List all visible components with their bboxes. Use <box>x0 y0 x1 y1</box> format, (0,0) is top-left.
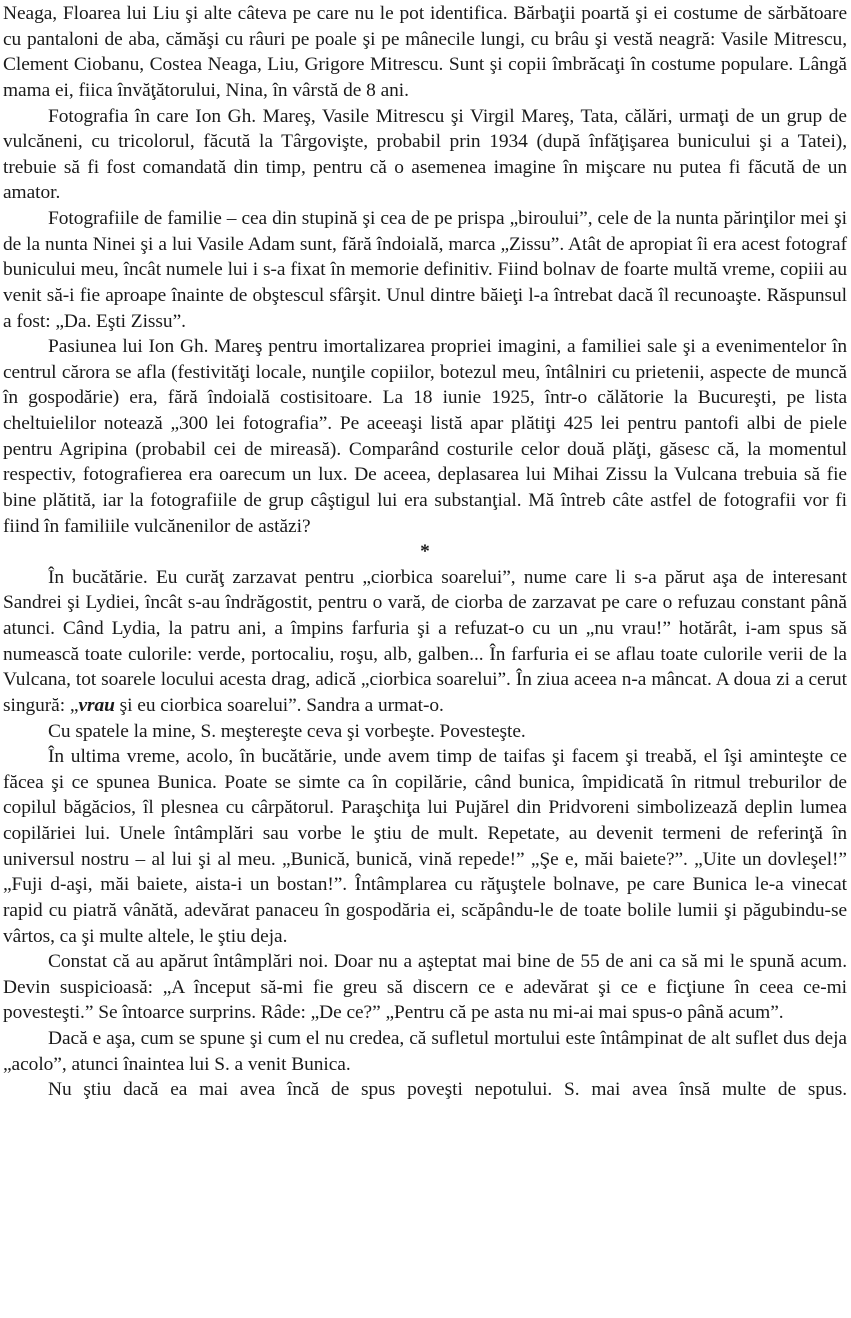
emphasis-text: vrau <box>78 694 115 716</box>
paragraph <box>3 565 847 719</box>
section-separator: * <box>420 541 430 563</box>
paragraph: Cu spatele la mine, S. meştereşte ceva şi vorbeşte. Povesteşte. <box>48 720 526 742</box>
paragraph-text: şi eu ciorbica soarelui”. Sandra a urmat-o. <box>114 694 444 716</box>
paragraph: Fotografiile de familie – cea din stupină şi cea de pe prispa „biroului”, cele de la nunta părinţilor mei şi de la nunta Ninei şi a lui Vasile Adam sunt, fără îndoială, marca „Zissu”. Atât de apropiat îi era acest fotograf bunicului meu, încât numele lui i s-a fixat în memorie definitiv. Fiind bolnav de foarte multă vreme, copiii au venit să-i fie aproape înainte de obştescul sfârşit. Unul dintre băieţi l-a întrebat dacă îl recunoaşte. Răspunsul a fost: „Da. Eşti Zissu”. <box>3 208 847 332</box>
paragraph: Nu ştiu dacă ea mai avea încă de spus poveşti nepotului. S. mai avea însă multe de spus. <box>48 1079 847 1101</box>
paragraph: Neaga, Floarea lui Liu şi alte câteva pe care nu le pot identifica. Bărbaţii poartă şi ei costume de sărbătoare cu pantaloni de aba, cămăşi cu râuri pe poale şi pe mânecile lungi, cu brâu şi vestă neagră: Vasile Mitrescu, Clement Ciobanu, Costea Neaga, Liu, Grigore Mitrescu. Sunt şi copii îmbrăcaţi în costume populare. Lângă mama ei, fiica învăţătorului, Nina, în vârstă de 8 ani. <box>3 3 847 101</box>
paragraph: Pasiunea lui Ion Gh. Mareş pentru imortalizarea propriei imagini, a familiei sale şi a evenimentelor în centrul cărora se afla (festivităţi locale, nunţile copiilor, botezul meu, întâlniri cu prietenii, aspecte de muncă în gospodărie) era, fără îndoială costisitoare. La 18 iunie 1925, într-o călătorie la Bucureşti, pe lista cheltuielilor notează „300 lei fotografia”. Pe aceeaşi listă apar plătiţi 425 lei pentru pantofi albi de piele pentru Agripina (probabil cei de mireasă). Comparând costurile celor două plăţi, găsesc că, la momentul respectiv, fotografierea era oarecum un lux. De aceea, deplasarea lui Mihai Zissu la Vulcana trebuia să fie bine plătită, iar la fotografiile de grup câştigul lui era substanţial. Mă întreb câte astfel de fotografii vor fi fiind în familiile vulcănenilor de astăzi? <box>3 336 847 537</box>
paragraph: Dacă e aşa, cum se spune şi cum el nu credea, că sufletul mortului este întâmpinat de alt suflet dus deja „acolo”, atunci înaintea lui S. a venit Bunica. <box>3 1028 847 1075</box>
paragraph-text: În bucătărie. Eu curăţ zarzavat pentru „ciorbica soarelui”, nume care li s-a părut aşa de interesant Sandrei şi Lydiei, încât s-au îndrăgostit, pentru o vară, de ciorba de zarzavat pe care o refuzau constant până atunci. Când Lydia, la patru ani, a împins farfuria şi a refuzat-o cu un „nu vrau!” hotărât, i-am spus să numească toate culorile: verde, portocaliu, roşu, alb, galben... În farfuria ei se aflau toate culorile verii de la Vulcana, tot soarele locului acesta drag, adică „ciorbica soarelui”. În ziua aceea n-a mâncat. A doua zi a cerut singură: „ <box>3 566 847 716</box>
paragraph: Constat că au apărut întâmplări noi. Doar nu a aşteptat mai bine de 55 de ani ca să mi le spună acum. Devin suspicioasă: „A început să-mi fie greu să discern ce e adevărat şi ce e ficţiune în ceea ce-mi povesteşti.” Se întoarce surprins. Râde: „De ce?” „Pentru că pe asta nu mi-ai mai spus-o până acum”. <box>3 951 847 1024</box>
paragraph: În ultima vreme, acolo, în bucătărie, unde avem timp de taifas şi facem şi treabă, el îşi aminteşte ce făcea şi ce spunea Bunica. Poate se simte ca în copilărie, când bunica, împidicată în ritmul treburilor de copilul băgăcios, îl plesnea cu cârpătorul. Paraşchiţa lui Pujărel din Pridvoreni simbolizează deplin lumea copilăriei lui. Unele întâmplări sau vorbe le ştiu de mult. Repetate, au devenit termeni de referinţă în universul nostru – al lui şi al meu. „Bunică, bunică, vină repede!” „Şe e, măi baiete?”. „Uite un dovleşel!” „Fuji d-aşi, măi baiete, aista-i un bostan!”. Întâmplarea cu răţuştele bolnave, pe care Bunica le-a vinecat rapid cu piatră vânătă, adevărat panaceu în gospodăria ei, scăpându-le de toate bolile lumii şi păgubindu-se vârtos, ca şi multe altele, le ştiu deja. <box>3 746 847 947</box>
paragraph: Fotografia în care Ion Gh. Mareş, Vasile Mitrescu şi Virgil Mareş, Tata, călări, urmaţi de un grup de vulcăneni, cu tricolorul, făcută la Târgovişte, probabil prin 1934 (după înfăţişarea bunicului şi a Tatei), trebuie să fi fost comandată din timp, pentru că o asemenea imagine în mişcare nu putea fi făcută de un amator. <box>3 105 847 204</box>
